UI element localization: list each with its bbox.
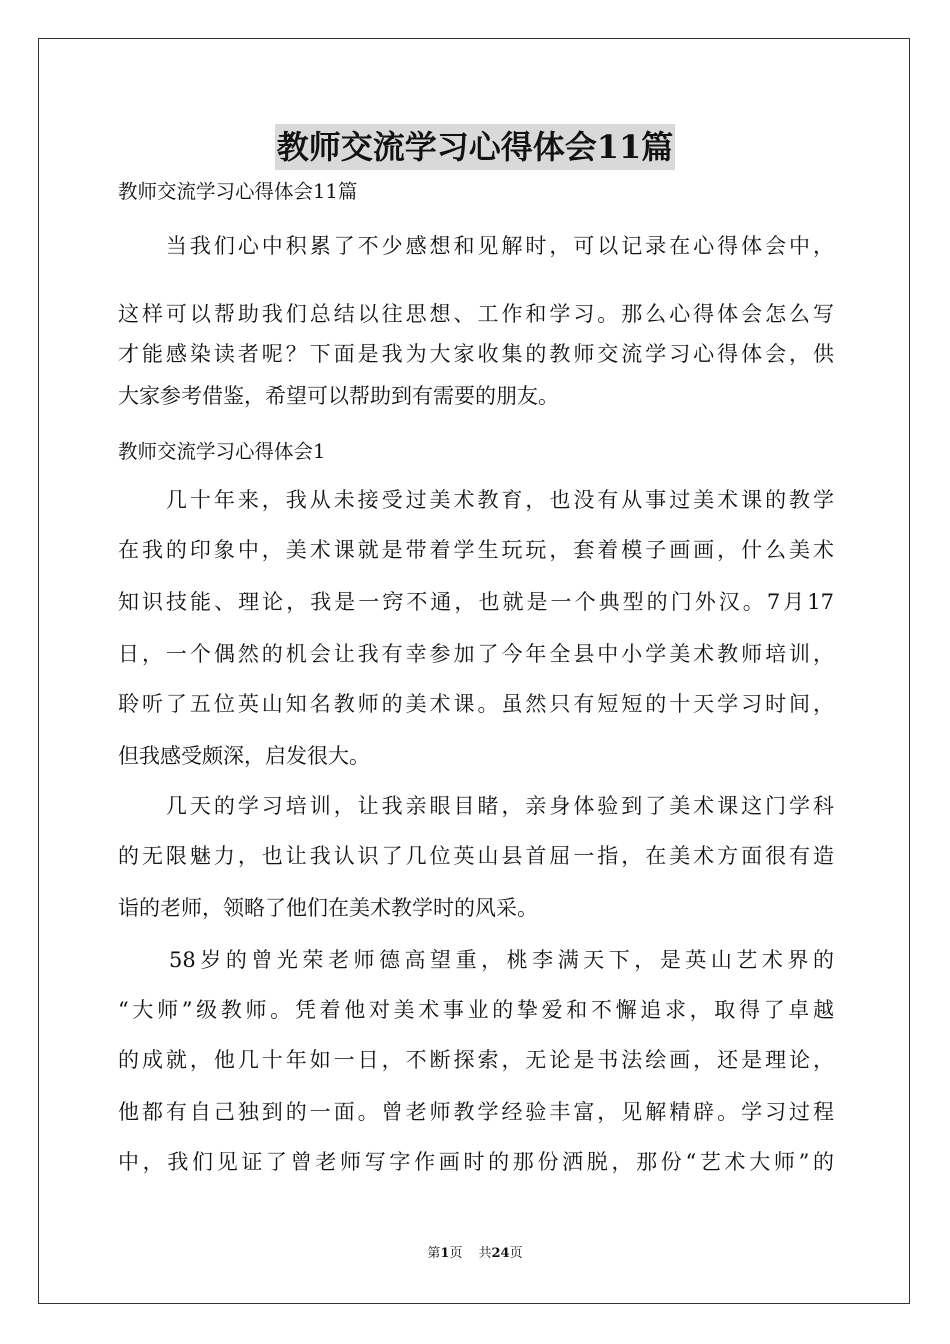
intro-line-4: 大家参考借鉴，希望可以帮助到有需要的朋友。 bbox=[118, 384, 559, 408]
document-title: 教师交流学习心得体会11篇 bbox=[275, 124, 676, 170]
para3-line-5: 中，我们见证了曾老师写字作画时的那份洒脱，那份“艺术大师”的 bbox=[118, 1150, 834, 1174]
para1-line-3: 知识技能、理论，我是一窍不通，也就是一个典型的门外汉。7月17 bbox=[118, 590, 834, 614]
para3-line-4: 他都有自己独到的一面。曾老师教学经验丰富，见解精辟。学习过程 bbox=[118, 1100, 834, 1124]
page-suffix: 页 bbox=[449, 1246, 463, 1261]
intro-line-3: 才能感染读者呢？下面是我为大家收集的教师交流学习心得体会，供 bbox=[118, 342, 834, 366]
para1-line-6: 但我感受颇深，启发很大。 bbox=[118, 744, 370, 768]
page-footer bbox=[0, 1245, 950, 1263]
para1-line-4: 日，一个偶然的机会让我有幸参加了今年全县中小学美术教师培训， bbox=[118, 642, 834, 666]
para2-line-3: 诣的老师，领略了他们在美术教学时的风采。 bbox=[118, 896, 538, 920]
total-prefix: 共 bbox=[478, 1246, 492, 1261]
para3-line-1: 58岁的曾光荣老师德高望重，桃李满天下，是英山艺术界的 bbox=[118, 948, 834, 972]
intro-line-2: 这样可以帮助我们总结以往思想、工作和学习。那么心得体会怎么写 bbox=[118, 302, 834, 326]
para1-line-2: 在我的印象中，美术课就是带着学生玩玩，套着模子画画，什么美术 bbox=[118, 538, 834, 562]
section-heading: 教师交流学习心得体会1 bbox=[118, 440, 326, 463]
page-prefix: 第 bbox=[427, 1246, 441, 1261]
intro-line-1: 当我们心中积累了不少感想和见解时，可以记录在心得体会中， bbox=[118, 234, 834, 258]
para2-line-1: 几天的学习培训，让我亲眼目睹，亲身体验到了美术课这门学科 bbox=[118, 794, 834, 818]
para3-line-3: 的成就，他几十年如一日，不断探索，无论是书法绘画，还是理论， bbox=[118, 1048, 834, 1072]
para1-line-5: 聆听了五位英山知名教师的美术课。虽然只有短短的十天学习时间， bbox=[118, 692, 834, 716]
para3-line-2: “大师”级教师。凭着他对美术事业的挚爱和不懈追求，取得了卓越 bbox=[118, 998, 834, 1022]
document-subtitle: 教师交流学习心得体会11篇 bbox=[118, 180, 358, 203]
title-container bbox=[0, 124, 950, 170]
page-total: 24 bbox=[491, 1246, 510, 1261]
page-current: 1 bbox=[440, 1246, 450, 1261]
total-suffix: 页 bbox=[509, 1246, 523, 1261]
para1-line-1: 几十年来，我从未接受过美术教育，也没有从事过美术课的教学 bbox=[118, 488, 834, 512]
para2-line-2: 的无限魅力，也让我认识了几位英山县首屈一指，在美术方面很有造 bbox=[118, 844, 834, 868]
